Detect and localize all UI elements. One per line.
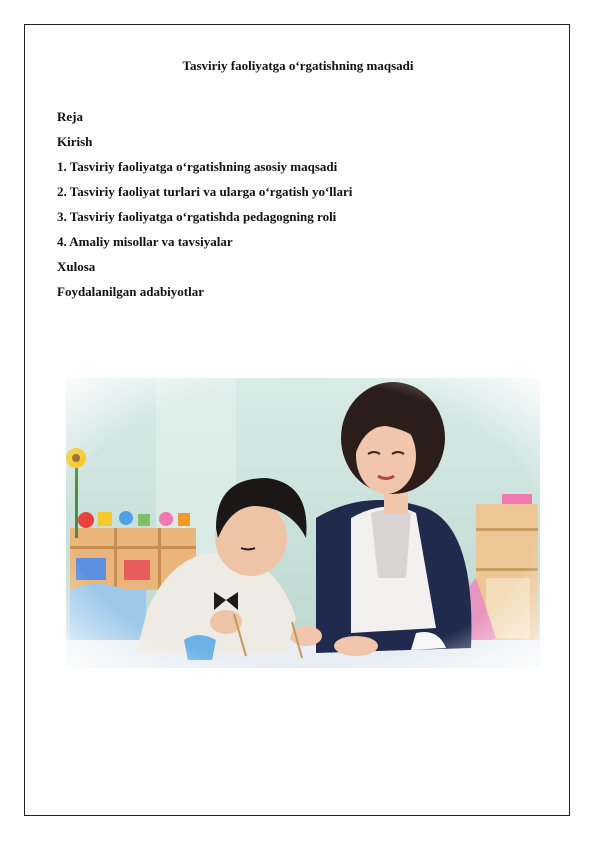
photo-vignette bbox=[66, 378, 540, 668]
toc-item-4: 4. Amaliy misollar va tavsiyalar bbox=[57, 234, 233, 249]
toc-item-kirish: Kirish bbox=[57, 134, 93, 149]
table-of-contents bbox=[57, 104, 352, 304]
teacher-child-photo bbox=[66, 378, 540, 668]
toc-item-2: 2. Tasviriy faoliyat turlari va ularga o‘rgatish yo‘llari bbox=[57, 184, 353, 199]
toc-item-1: 1. Tasviriy faoliyatga o‘rgatishning asosiy maqsadi bbox=[57, 159, 338, 174]
toc-item-reja: Reja bbox=[57, 109, 83, 124]
toc-item-3: 3. Tasviriy faoliyatga o‘rgatishda pedagogning roli bbox=[57, 209, 337, 224]
document-title: Tasviriy faoliyatga o‘rgatishning maqsadi bbox=[182, 58, 414, 73]
toc-item-xulosa: Xulosa bbox=[57, 259, 96, 274]
photo-illustration bbox=[66, 378, 540, 668]
toc-item-adabiyotlar: Foydalanilgan adabiyotlar bbox=[57, 284, 204, 299]
